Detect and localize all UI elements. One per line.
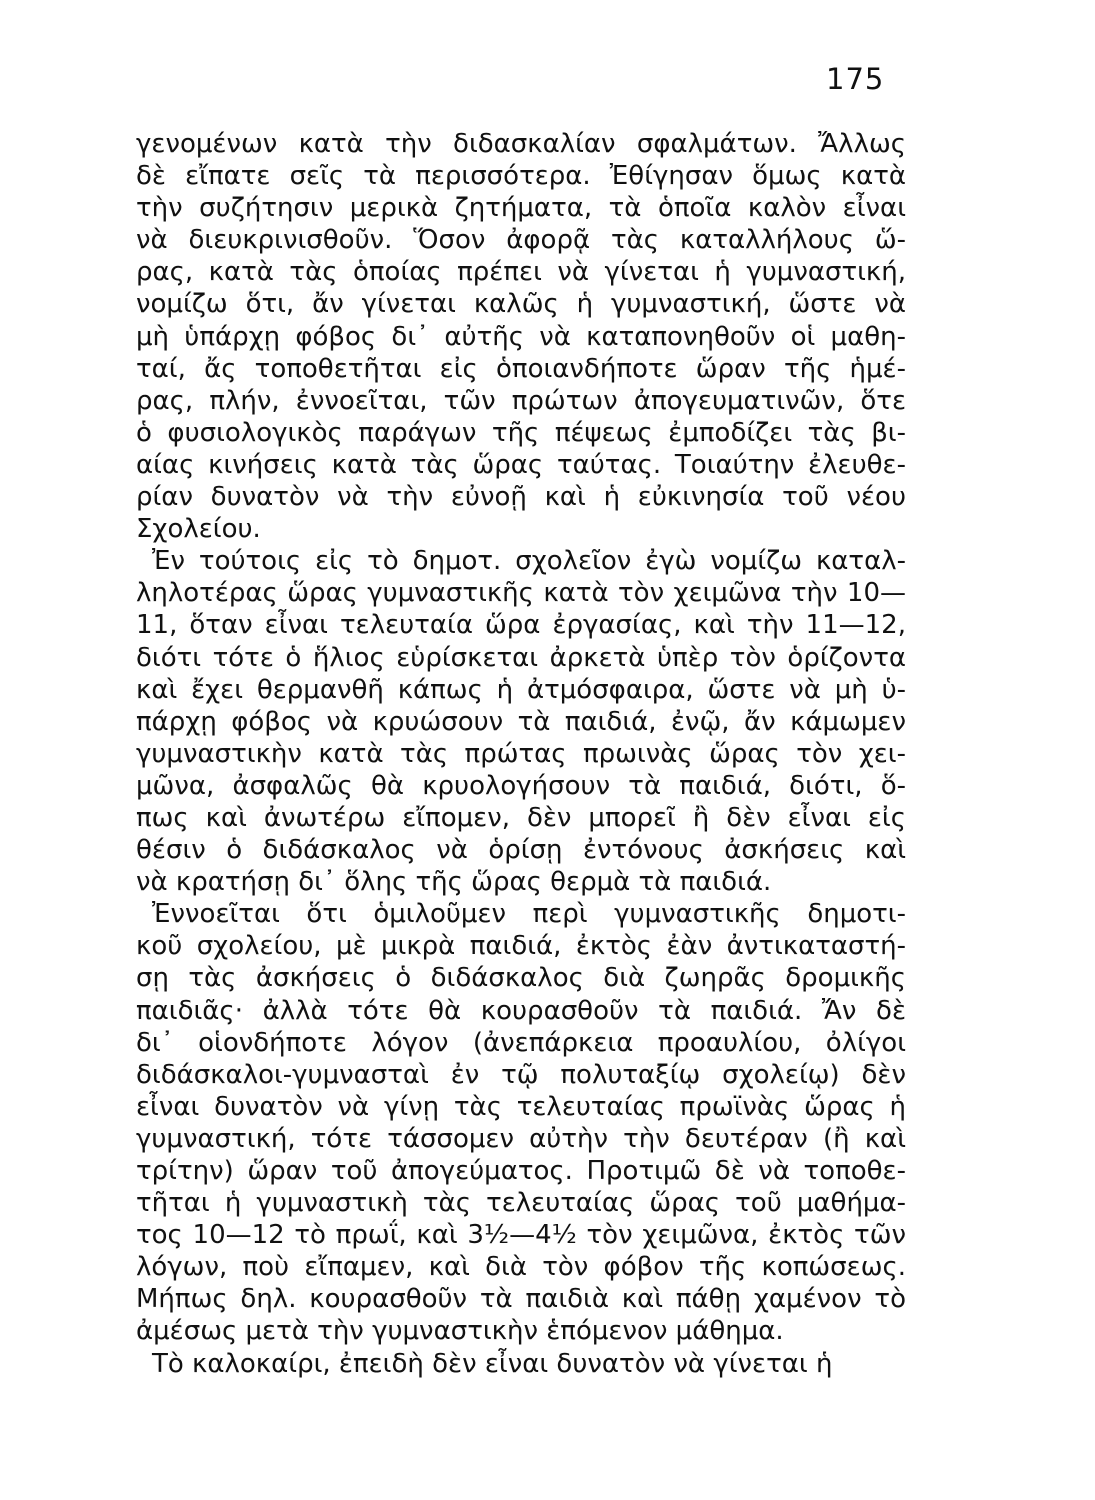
text-line: 11, ὅταν εἶναι τελευταία ὥρα ἐργασίας, καὶ τὴν 11—12, xyxy=(136,610,906,641)
text-line: τῆται ἡ γυμναστικὴ τὰς τελευταίας ὥρας τοῦ μαθήμα- xyxy=(136,1188,906,1219)
text-line: διδάσκαλοι-γυμνασταὶ ἐν τῷ πολυταξίῳ σχολείῳ) δὲν xyxy=(136,1059,906,1090)
text-line: ταί, ἄς τοποθετῆται εἰς ὁποιανδήποτε ὥραν τῆς ἡμέ- xyxy=(136,353,906,384)
text-line: αίας κινήσεις κατὰ τὰς ὥρας ταύτας. Τοιαύτην ἐλευθε- xyxy=(136,449,906,480)
text-line: Ἐν τούτοις εἰς τὸ δημοτ. σχολεῖον ἐγὼ νομίζω καταλ- xyxy=(152,546,906,577)
text-line: μὴ ὑπάρχῃ φόβος δι᾽ αὐτῆς νὰ καταπονηθοῦν οἱ μαθη- xyxy=(136,321,906,352)
text-line: γενομένων κατὰ τὴν διδασκαλίαν σφαλμάτων. Ἄλλως xyxy=(136,129,906,159)
text-line: τρίτην) ὥραν τοῦ ἀπογεύματος. Προτιμῶ δὲ νὰ τοποθε- xyxy=(136,1156,906,1186)
text-line: δι᾽ οἱονδήποτε λόγον (ἀνεπάρκεια προαυλίου, ὀλίγοι xyxy=(136,1027,906,1058)
body-text xyxy=(136,128,906,1380)
text-line: διότι τότε ὁ ἥλιος εὑρίσκεται ἀρκετὰ ὑπὲρ τὸν ὁρίζοντα xyxy=(136,642,906,673)
text-line: δὲ εἴπατε σεῖς τὰ περισσότερα. Ἐθίγησαν ὅμως κατὰ xyxy=(136,161,906,192)
text-line: Ἐννοεῖται ὅτι ὁμιλοῦμεν περὶ γυμναστικῆς δημοτι- xyxy=(152,899,906,930)
text-line: εἶναι δυνατὸν νὰ γίνῃ τὰς τελευταίας πρωϊνὰς ὥρας ἡ xyxy=(136,1091,906,1122)
text-line: γυμναστικὴν κατὰ τὰς πρώτας πρωινὰς ὥρας τὸν χει- xyxy=(136,738,906,769)
page-number: 175 xyxy=(826,62,885,96)
text-line: σῃ τὰς ἀσκήσεις ὁ διδάσκαλος διὰ ζωηρᾶς δρομικῆς xyxy=(136,963,906,994)
text-line: παιδιᾶς· ἀλλὰ τότε θὰ κουρασθοῦν τὰ παιδιά. Ἄν δὲ xyxy=(136,995,906,1026)
text-line: θέσιν ὁ διδάσκαλος νὰ ὁρίσῃ ἐντόνους ἀσκήσεις καὶ xyxy=(136,835,906,866)
text-line: νομίζω ὅτι, ἄν γίνεται καλῶς ἡ γυμναστική, ὥστε νὰ xyxy=(136,289,906,320)
text-line: κοῦ σχολείου, μὲ μικρὰ παιδιά, ἐκτὸς ἐὰν ἀντικαταστή- xyxy=(136,931,906,962)
text-line: νὰ διευκρινισθοῦν. Ὅσον ἀφορᾷ τὰς καταλλήλους ὥ- xyxy=(136,225,906,256)
text-line: τος 10—12 τὸ πρωΐ, καὶ 3½—4½ τὸν χειμῶνα, ἐκτὸς τῶν xyxy=(136,1220,906,1251)
text-line: ρίαν δυνατὸν νὰ τὴν εὐνοῇ καὶ ἡ εὐκινησία τοῦ νέου xyxy=(136,482,906,513)
text-line: λόγων, ποὺ εἴπαμεν, καὶ διὰ τὸν φόβον τῆς κοπώσεως. xyxy=(136,1252,906,1283)
text-line: γυμναστική, τότε τάσσομεν αὐτὴν τὴν δευτέραν (ἢ καὶ xyxy=(136,1123,906,1154)
text-line: ρας, κατὰ τὰς ὁποίας πρέπει νὰ γίνεται ἡ γυμναστική, xyxy=(136,257,906,288)
text-line: καὶ ἔχει θερμανθῆ κάπως ἡ ἀτμόσφαιρα, ὥστε νὰ μὴ ὑ- xyxy=(136,674,906,705)
text-line: Σχολείου. xyxy=(136,514,261,545)
text-line: ρας, πλήν, ἐννοεῖται, τῶν πρώτων ἀπογευματινῶν, ὅτε xyxy=(136,385,906,416)
text-line: Μήπως δηλ. κουρασθοῦν τὰ παιδιὰ καὶ πάθῃ χαμένον τὸ xyxy=(136,1284,906,1315)
text-line: πάρχῃ φόβος νὰ κρυώσουν τὰ παιδιά, ἐνῷ, ἄν κάμωμεν xyxy=(136,706,906,737)
text-line: τὴν συζήτησιν μερικὰ ζητήματα, τὰ ὁποῖα καλὸν εἶναι xyxy=(136,193,906,224)
text-line: ὁ φυσιολογικὸς παράγων τῆς πέψεως ἐμποδίζει τὰς βι- xyxy=(136,417,906,448)
text-line: ληλοτέρας ὥρας γυμναστικῆς κατὰ τὸν χειμῶνα τὴν 10— xyxy=(136,578,906,609)
text-line: νὰ κρατήσῃ δι᾽ ὅλης τῆς ὥρας θερμὰ τὰ παιδιά. xyxy=(136,867,772,898)
text-line: ἀμέσως μετὰ τὴν γυμναστικὴν ἑπόμενον μάθημα. xyxy=(136,1316,784,1347)
text-line: πως καὶ ἀνωτέρω εἴπομεν, δὲν μπορεῖ ἢ δὲν εἶναι εἰς xyxy=(136,802,906,833)
text-line: Τὸ καλοκαίρι, ἐπειδὴ δὲν εἶναι δυνατὸν νὰ γίνεται ἡ xyxy=(152,1348,833,1379)
text-line: μῶνα, ἀσφαλῶς θὰ κρυολογήσουν τὰ παιδιά, διότι, ὅ- xyxy=(136,770,906,801)
